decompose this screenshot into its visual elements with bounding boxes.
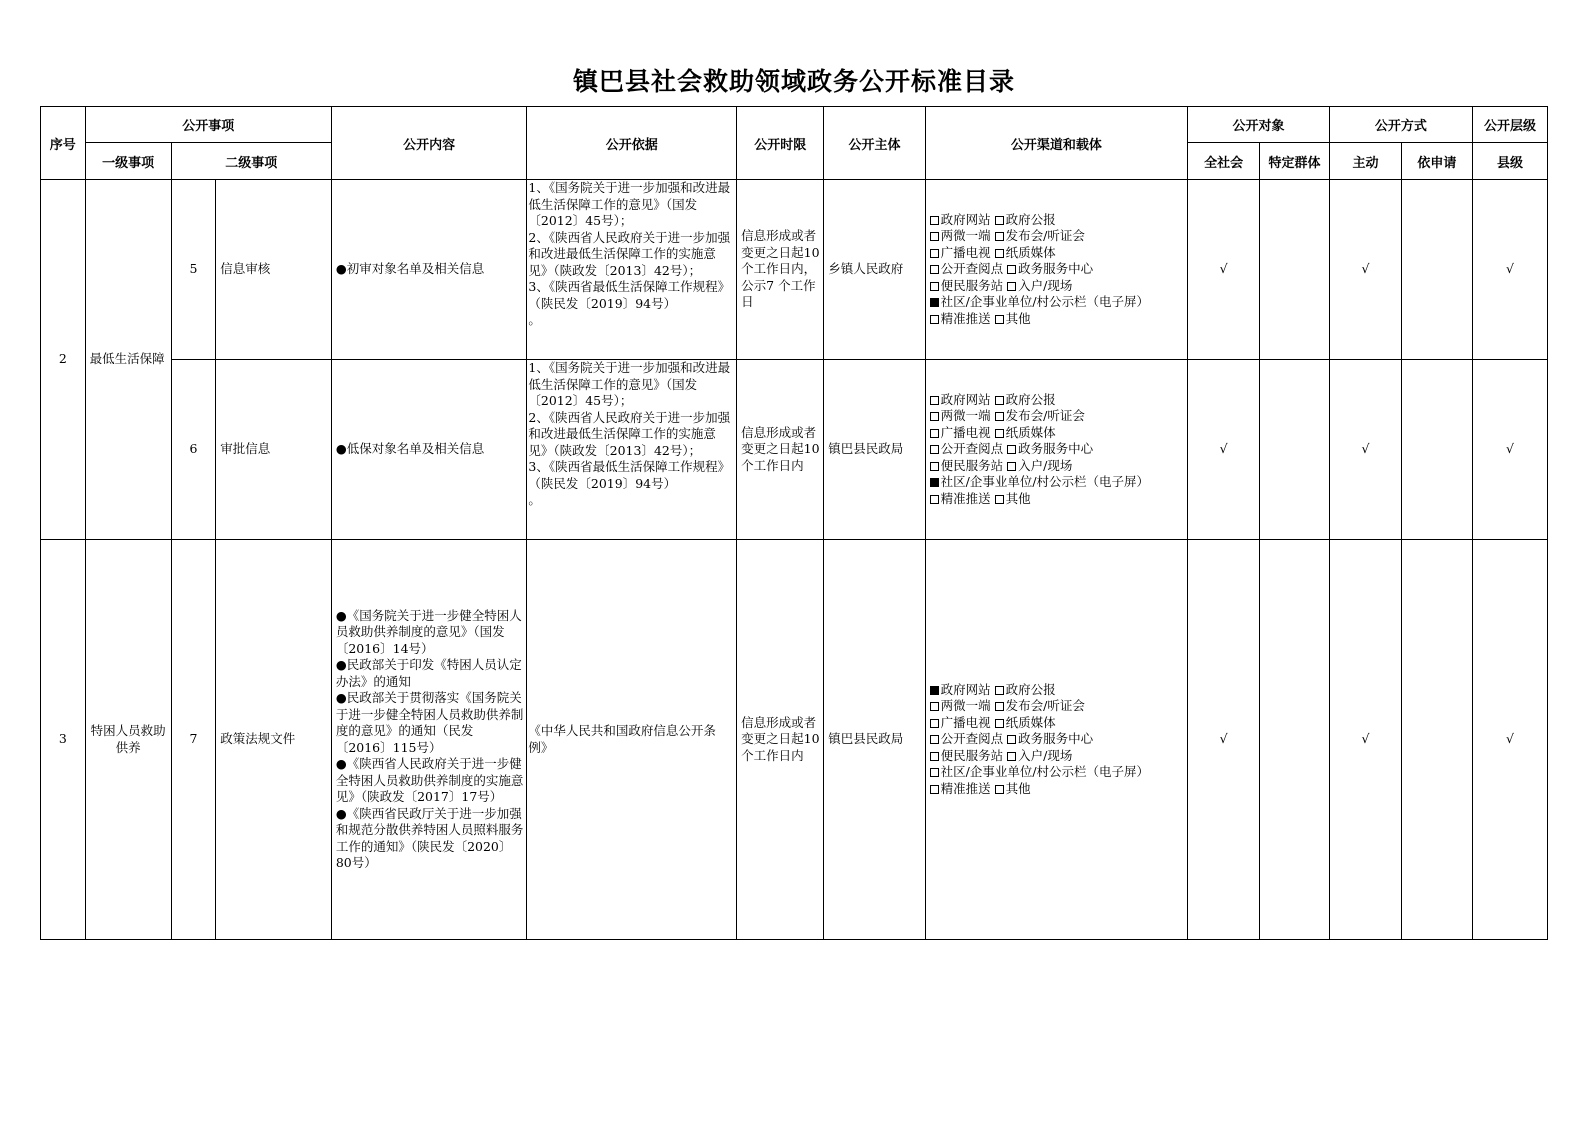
row-basis: 《中华人民共和国政府信息公开条例》 bbox=[527, 540, 737, 940]
row-active: √ bbox=[1329, 540, 1401, 940]
unchecked-box-icon bbox=[995, 216, 1004, 225]
row-channels bbox=[925, 540, 1187, 940]
channel-label: 两微一端 bbox=[940, 698, 991, 714]
row-level2: 信息审核 bbox=[216, 180, 332, 360]
text-line: 。 bbox=[528, 312, 541, 327]
row-num: 5 bbox=[171, 180, 216, 360]
channel-label: 广播电视 bbox=[940, 714, 991, 730]
header-matter: 公开事项 bbox=[85, 107, 331, 143]
row-specific bbox=[1260, 360, 1330, 540]
channel-label: 广播电视 bbox=[940, 424, 991, 440]
row-active: √ bbox=[1329, 180, 1401, 360]
unchecked-box-icon bbox=[930, 396, 939, 405]
text-line: ●《国务院关于进一步健全特困人员救助供养制度的意见》（国发〔2016〕14号） bbox=[335, 607, 522, 656]
header-level1: 一级事项 bbox=[85, 143, 171, 180]
channel-option bbox=[1007, 458, 1072, 473]
channel-label: 政府公报 bbox=[1005, 211, 1056, 227]
channel-option bbox=[930, 715, 991, 730]
header-time: 公开时限 bbox=[737, 107, 824, 180]
text-line: 。 bbox=[528, 492, 541, 507]
row-basis bbox=[527, 180, 737, 360]
unchecked-box-icon bbox=[930, 232, 939, 241]
unchecked-box-icon bbox=[995, 785, 1004, 794]
channel-option bbox=[930, 228, 991, 243]
text-line: 3、《陕西省最低生活保障工作规程》（陕民发〔2019〕94号） bbox=[528, 279, 731, 311]
channel-label: 两微一端 bbox=[940, 408, 991, 424]
channel-option bbox=[995, 311, 1031, 326]
channel-option bbox=[1007, 441, 1093, 456]
channel-label: 便民服务站 bbox=[940, 277, 1004, 293]
unchecked-box-icon bbox=[930, 719, 939, 728]
unchecked-box-icon bbox=[930, 495, 939, 504]
text-line: ●《陕西省人民政府关于进一步健全特困人员救助供养制度的实施意见》（陕政发〔2017〕17号） bbox=[335, 756, 524, 804]
row-level2: 政策法规文件 bbox=[216, 540, 332, 940]
channel-label: 政府网站 bbox=[940, 681, 991, 697]
row-all-society: √ bbox=[1188, 180, 1260, 360]
text-line: 2、《陕西省人民政府关于进一步加强和改进最低生活保障工作的实施意见》（陕政发〔2013〕42号）； bbox=[528, 409, 731, 458]
channel-option bbox=[1007, 748, 1072, 763]
row-apply bbox=[1401, 540, 1472, 940]
channel-option bbox=[930, 441, 1004, 456]
channel-option bbox=[995, 491, 1031, 506]
header-basis: 公开依据 bbox=[527, 107, 737, 180]
header-specific: 特定群体 bbox=[1260, 143, 1330, 180]
channel-line bbox=[930, 425, 1187, 442]
channel-option bbox=[930, 781, 991, 796]
unchecked-box-icon bbox=[1007, 462, 1016, 471]
row-specific bbox=[1260, 540, 1330, 940]
unchecked-box-icon bbox=[1007, 445, 1016, 454]
unchecked-box-icon bbox=[930, 785, 939, 794]
row-apply bbox=[1401, 180, 1472, 360]
unchecked-box-icon bbox=[930, 265, 939, 274]
channel-label: 便民服务站 bbox=[940, 457, 1004, 473]
row-content: ●初审对象名单及相关信息 bbox=[331, 180, 527, 360]
channel-line bbox=[930, 764, 1187, 781]
channel-option bbox=[995, 425, 1056, 440]
channel-label: 社区/企事业单位/村公示栏（电子屏） bbox=[940, 474, 1150, 490]
row-subject: 镇巴县民政局 bbox=[824, 540, 925, 940]
channel-label: 广播电视 bbox=[940, 244, 991, 260]
unchecked-box-icon bbox=[995, 232, 1004, 241]
unchecked-box-icon bbox=[930, 768, 939, 777]
row-basis bbox=[527, 360, 737, 540]
unchecked-box-icon bbox=[995, 702, 1004, 711]
header-mode: 公开方式 bbox=[1329, 107, 1472, 143]
group-level1: 最低生活保障 bbox=[85, 180, 171, 540]
unchecked-box-icon bbox=[995, 249, 1004, 258]
channel-label: 社区/企事业单位/村公示栏（电子屏） bbox=[940, 294, 1150, 310]
channel-label: 两微一端 bbox=[940, 228, 991, 244]
unchecked-box-icon bbox=[930, 412, 939, 421]
unchecked-box-icon bbox=[930, 445, 939, 454]
catalog-table bbox=[40, 106, 1548, 940]
row-channels bbox=[925, 360, 1187, 540]
channel-option bbox=[930, 748, 1004, 763]
channel-label: 精准推送 bbox=[940, 490, 991, 506]
channel-line bbox=[930, 278, 1187, 295]
channel-option bbox=[995, 698, 1085, 713]
header-level2: 二级事项 bbox=[171, 143, 331, 180]
channel-option bbox=[930, 392, 991, 407]
header-county: 县级 bbox=[1472, 143, 1547, 180]
channel-option bbox=[995, 715, 1056, 730]
channel-label: 公开查阅点 bbox=[940, 731, 1004, 747]
channel-option bbox=[995, 408, 1085, 423]
unchecked-box-icon bbox=[930, 315, 939, 324]
row-channels bbox=[925, 180, 1187, 360]
unchecked-box-icon bbox=[930, 752, 939, 761]
channel-label: 入户/现场 bbox=[1018, 747, 1073, 763]
channel-line bbox=[930, 228, 1187, 245]
row-apply bbox=[1401, 360, 1472, 540]
channel-option bbox=[930, 731, 1004, 746]
channel-option bbox=[930, 311, 991, 326]
channel-line bbox=[930, 682, 1187, 699]
channel-line bbox=[930, 748, 1187, 765]
unchecked-box-icon bbox=[1007, 265, 1016, 274]
row-level2: 审批信息 bbox=[216, 360, 332, 540]
unchecked-box-icon bbox=[930, 462, 939, 471]
header-subject: 公开主体 bbox=[824, 107, 925, 180]
channel-label: 政府网站 bbox=[940, 391, 991, 407]
channel-label: 纸质媒体 bbox=[1005, 714, 1056, 730]
checked-box-icon bbox=[930, 298, 939, 307]
document-title: 镇巴县社会救助领域政务公开标准目录 bbox=[572, 67, 1015, 96]
group-seq: 3 bbox=[41, 540, 86, 940]
channel-line bbox=[930, 392, 1187, 409]
unchecked-box-icon bbox=[930, 282, 939, 291]
unchecked-box-icon bbox=[1007, 752, 1016, 761]
channel-option bbox=[930, 425, 991, 440]
header-apply: 依申请 bbox=[1401, 143, 1472, 180]
table-row bbox=[41, 540, 1548, 940]
channel-label: 政务服务中心 bbox=[1018, 731, 1094, 747]
header-active: 主动 bbox=[1329, 143, 1401, 180]
channel-line bbox=[930, 731, 1187, 748]
channel-line bbox=[930, 311, 1187, 328]
header-channel: 公开渠道和载体 bbox=[925, 107, 1187, 180]
channel-label: 政府公报 bbox=[1005, 681, 1056, 697]
channel-option bbox=[930, 474, 1149, 489]
row-county: √ bbox=[1472, 540, 1547, 940]
channel-option bbox=[930, 294, 1149, 309]
row-num: 6 bbox=[171, 360, 216, 540]
channel-option bbox=[930, 408, 991, 423]
header-seq: 序号 bbox=[41, 107, 86, 180]
channel-option bbox=[1007, 731, 1093, 746]
channel-option bbox=[995, 682, 1056, 697]
channel-label: 其他 bbox=[1005, 780, 1031, 796]
channel-label: 发布会/听证会 bbox=[1005, 228, 1085, 244]
unchecked-box-icon bbox=[995, 412, 1004, 421]
channel-label: 其他 bbox=[1005, 310, 1031, 326]
row-time: 信息形成或者变更之日起10个工作日内 bbox=[737, 540, 824, 940]
text-line: ●民政部关于印发《特困人员认定办法》的通知 bbox=[335, 657, 522, 689]
unchecked-box-icon bbox=[1007, 282, 1016, 291]
unchecked-box-icon bbox=[930, 735, 939, 744]
channel-option bbox=[995, 781, 1031, 796]
row-county: √ bbox=[1472, 360, 1547, 540]
header-tier: 公开层级 bbox=[1472, 107, 1547, 143]
row-all-society: √ bbox=[1188, 360, 1260, 540]
channel-label: 其他 bbox=[1005, 490, 1031, 506]
channel-option bbox=[930, 698, 991, 713]
unchecked-box-icon bbox=[995, 495, 1004, 504]
channel-option bbox=[1007, 278, 1072, 293]
channel-line bbox=[930, 408, 1187, 425]
channel-option bbox=[995, 245, 1056, 260]
checked-box-icon bbox=[930, 478, 939, 487]
channel-line bbox=[930, 458, 1187, 475]
group-seq: 2 bbox=[41, 180, 86, 540]
row-subject: 镇巴县民政局 bbox=[824, 360, 925, 540]
channel-option bbox=[930, 278, 1004, 293]
channel-option bbox=[995, 212, 1056, 227]
channel-label: 精准推送 bbox=[940, 780, 991, 796]
channel-option bbox=[1007, 261, 1093, 276]
channel-option bbox=[930, 682, 991, 697]
channel-label: 公开查阅点 bbox=[940, 261, 1004, 277]
channel-line bbox=[930, 474, 1187, 491]
channel-line bbox=[930, 491, 1187, 508]
table-row bbox=[41, 180, 1548, 360]
unchecked-box-icon bbox=[1007, 735, 1016, 744]
text-line: 1、《国务院关于进一步加强和改进最低生活保障工作的意见》（国发〔2012〕45号）； bbox=[528, 180, 731, 228]
row-time: 信息形成或者变更之日起10个工作日内，公示7 个工作日 bbox=[737, 180, 824, 360]
row-subject: 乡镇人民政府 bbox=[824, 180, 925, 360]
text-line: ●《陕西省民政厅关于进一步加强和规范分散供养特困人员照料服务工作的通知》（陕民发〔2020〕80号） bbox=[335, 805, 524, 870]
channel-label: 纸质媒体 bbox=[1005, 424, 1056, 440]
channel-option bbox=[930, 458, 1004, 473]
row-num: 7 bbox=[171, 540, 216, 940]
channel-line bbox=[930, 715, 1187, 732]
header-target: 公开对象 bbox=[1188, 107, 1330, 143]
row-specific bbox=[1260, 180, 1330, 360]
text-line: ●民政部关于贯彻落实《国务院关于进一步健全特困人员救助供养制度的意见》的通知（民发〔2016〕115号） bbox=[335, 690, 524, 755]
channel-label: 入户/现场 bbox=[1018, 457, 1073, 473]
header-all-society: 全社会 bbox=[1188, 143, 1260, 180]
unchecked-box-icon bbox=[930, 702, 939, 711]
channel-line bbox=[930, 441, 1187, 458]
unchecked-box-icon bbox=[995, 396, 1004, 405]
channel-line bbox=[930, 261, 1187, 278]
unchecked-box-icon bbox=[995, 686, 1004, 695]
channel-label: 精准推送 bbox=[940, 310, 991, 326]
channel-label: 政务服务中心 bbox=[1018, 441, 1094, 457]
channel-label: 便民服务站 bbox=[940, 747, 1004, 763]
channel-label: 纸质媒体 bbox=[1005, 244, 1056, 260]
channel-option bbox=[930, 491, 991, 506]
channel-label: 政府网站 bbox=[940, 211, 991, 227]
channel-line bbox=[930, 698, 1187, 715]
channel-line bbox=[930, 781, 1187, 798]
channel-line bbox=[930, 294, 1187, 311]
checked-box-icon bbox=[930, 686, 939, 695]
unchecked-box-icon bbox=[995, 429, 1004, 438]
channel-label: 公开查阅点 bbox=[940, 441, 1004, 457]
text-line: 3、《陕西省最低生活保障工作规程》（陕民发〔2019〕94号） bbox=[528, 459, 731, 491]
row-time: 信息形成或者变更之日起10个工作日内 bbox=[737, 360, 824, 540]
unchecked-box-icon bbox=[930, 249, 939, 258]
unchecked-box-icon bbox=[930, 216, 939, 225]
text-line: 1、《国务院关于进一步加强和改进最低生活保障工作的意见》（国发〔2012〕45号）； bbox=[528, 360, 731, 408]
unchecked-box-icon bbox=[930, 429, 939, 438]
channel-option bbox=[930, 212, 991, 227]
channel-label: 政务服务中心 bbox=[1018, 261, 1094, 277]
row-county: √ bbox=[1472, 180, 1547, 360]
channel-line bbox=[930, 245, 1187, 262]
channel-label: 发布会/听证会 bbox=[1005, 698, 1085, 714]
row-all-society: √ bbox=[1188, 540, 1260, 940]
channel-line bbox=[930, 212, 1187, 229]
header-content: 公开内容 bbox=[331, 107, 527, 180]
text-line: 2、《陕西省人民政府关于进一步加强和改进最低生活保障工作的实施意见》（陕政发〔2013〕42号）； bbox=[528, 229, 731, 278]
channel-option bbox=[930, 245, 991, 260]
row-active: √ bbox=[1329, 360, 1401, 540]
channel-label: 发布会/听证会 bbox=[1005, 408, 1085, 424]
group-level1: 特困人员救助供养 bbox=[85, 540, 171, 940]
channel-option bbox=[995, 228, 1085, 243]
channel-label: 入户/现场 bbox=[1018, 277, 1073, 293]
row-content: ●低保对象名单及相关信息 bbox=[331, 360, 527, 540]
row-content bbox=[331, 540, 527, 940]
channel-label: 政府公报 bbox=[1005, 391, 1056, 407]
unchecked-box-icon bbox=[995, 719, 1004, 728]
channel-label: 社区/企事业单位/村公示栏（电子屏） bbox=[940, 764, 1150, 780]
unchecked-box-icon bbox=[995, 315, 1004, 324]
table-row bbox=[41, 360, 1548, 540]
channel-option bbox=[930, 261, 1004, 276]
channel-option bbox=[995, 392, 1056, 407]
channel-option bbox=[930, 764, 1149, 779]
